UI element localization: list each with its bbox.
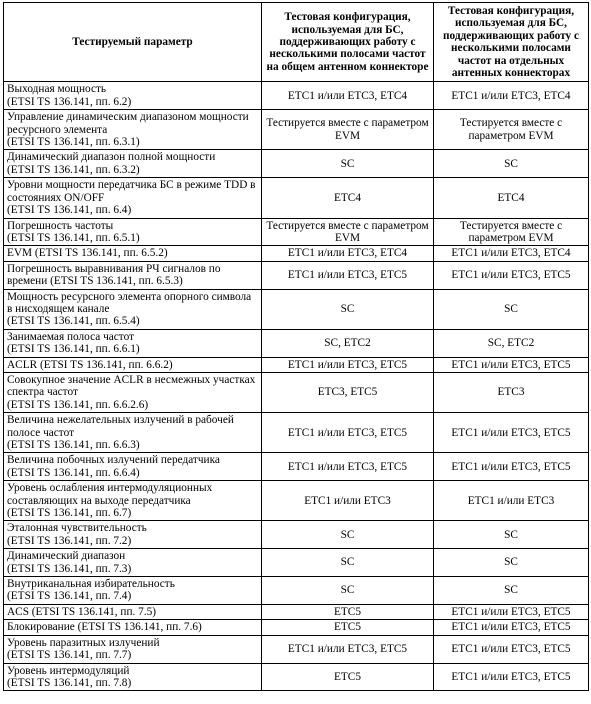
parameter-cell: Совокупное значение ACLR в несмежных участках спектра частот (ETSI TS 136.141, пп. 6.6.2.6) — [4, 372, 262, 412]
parameter-cell: Динамический диапазон полной мощности (ETSI TS 136.141, пп. 6.3.2) — [4, 150, 262, 178]
separate-connectors-cell: Тестируется вместе с параметром EVM — [434, 110, 589, 150]
common-connector-cell: SC — [262, 150, 434, 178]
table-row — [4, 604, 589, 619]
parameter-cell: Уровень интермодуляций (ETSI TS 136.141, пп. 7.8) — [4, 663, 262, 691]
separate-connectors-cell: SC, ETC2 — [434, 329, 589, 357]
table-row — [4, 453, 589, 481]
parameter-cell: ACS (ETSI TS 136.141, пп. 7.5) — [4, 604, 262, 619]
separate-connectors-cell: ETC1 и/или ETC3, ETC5 — [434, 453, 589, 481]
parameter-cell: Уровень ослабления интермодуляционных составляющих на выходе передатчика (ETSI TS 136.141, пп. 6.7) — [4, 481, 262, 521]
parameter-cell: Мощность ресурсного элемента опорного символа в нисходящем канале (ETSI TS 136.141, пп. 6.5.4) — [4, 289, 262, 329]
separate-connectors-cell: ETC1 и/или ETC3, ETC5 — [434, 413, 589, 453]
common-connector-cell: ETC1 и/или ETC3, ETC4 — [262, 82, 434, 110]
table-row — [4, 372, 589, 412]
table-row — [4, 218, 589, 246]
parameter-cell: Погрешность частоты (ETSI TS 136.141, пп. 6.5.1) — [4, 218, 262, 246]
separate-connectors-cell: Тестируется вместе с параметром EVM — [434, 218, 589, 246]
parameter-cell: Выходная мощность (ETSI TS 136.141, пп. 6.2) — [4, 82, 262, 110]
common-connector-cell: ETC5 — [262, 604, 434, 619]
parameter-cell: Уровень паразитных излучений (ETSI TS 136.141, пп. 7.7) — [4, 635, 262, 663]
table-row — [4, 357, 589, 372]
separate-connectors-cell: SC — [434, 289, 589, 329]
common-connector-cell: ETC1 и/или ETC3, ETC5 — [262, 413, 434, 453]
common-connector-cell: ETC1 и/или ETC3, ETC5 — [262, 453, 434, 481]
table-row — [4, 329, 589, 357]
common-connector-cell: ETC1 и/или ETC3, ETC5 — [262, 635, 434, 663]
table-row — [4, 150, 589, 178]
parameter-cell: Уровни мощности передатчика БС в режиме TDD в состояниях ON/OFF (ETSI TS 136.141, пп. 6.4) — [4, 178, 262, 218]
table-row — [4, 549, 589, 577]
header-separate-connectors: Тестовая конфигурация, используемая для БС, поддерживающих работу с несколькими полосами частот на отдельных антенных коннекторах — [434, 3, 589, 82]
table-row — [4, 481, 589, 521]
separate-connectors-cell: ETC1 и/или ETC3, ETC5 — [434, 604, 589, 619]
parameter-cell: Блокирование (ETSI TS 136.141, пп. 7.6) — [4, 620, 262, 635]
common-connector-cell: Тестируется вместе с параметром EVM — [262, 218, 434, 246]
table-row — [4, 246, 589, 261]
separate-connectors-cell: ETC1 и/или ETC3, ETC4 — [434, 246, 589, 261]
table-header-row — [4, 3, 589, 82]
separate-connectors-cell: SC — [434, 150, 589, 178]
separate-connectors-cell: ETC1 и/или ETC3, ETC5 — [434, 357, 589, 372]
parameter-cell: Управление динамическим диапазоном мощности ресурсного элемента (ETSI TS 136.141, пп. 6.3.1) — [4, 110, 262, 150]
table-row — [4, 663, 589, 691]
table-row — [4, 261, 589, 289]
table-row — [4, 110, 589, 150]
table-row — [4, 620, 589, 635]
separate-connectors-cell: SC — [434, 577, 589, 605]
common-connector-cell: ETC5 — [262, 620, 434, 635]
parameter-cell: Величина побочных излучений передатчика (ETSI TS 136.141, пп. 6.6.4) — [4, 453, 262, 481]
table-row — [4, 178, 589, 218]
parameter-cell: Динамический диапазон (ETSI TS 136.141, пп. 7.3) — [4, 549, 262, 577]
common-connector-cell: ETC5 — [262, 663, 434, 691]
parameter-cell: Величина нежелательных излучений в рабочей полосе частот (ETSI TS 136.141, пп. 6.6.3) — [4, 413, 262, 453]
separate-connectors-cell: ETC1 и/или ETC3, ETC5 — [434, 261, 589, 289]
table-row — [4, 577, 589, 605]
parameter-cell: Внутриканальная избирательность (ETSI TS 136.141, пп. 7.4) — [4, 577, 262, 605]
table-row — [4, 413, 589, 453]
separate-connectors-cell: ETC3 — [434, 372, 589, 412]
separate-connectors-cell: ETC1 и/или ETC3, ETC4 — [434, 82, 589, 110]
common-connector-cell: Тестируется вместе с параметром EVM — [262, 110, 434, 150]
separate-connectors-cell: ETC1 и/или ETC3, ETC5 — [434, 635, 589, 663]
header-common-connector: Тестовая конфигурация, используемая для БС, поддерживающих работу с несколькими полосами частот на общем антенном коннекторе — [262, 3, 434, 82]
common-connector-cell: ETC1 и/или ETC3, ETC5 — [262, 261, 434, 289]
separate-connectors-cell: ETC4 — [434, 178, 589, 218]
separate-connectors-cell: ETC1 и/или ETC3, ETC5 — [434, 620, 589, 635]
common-connector-cell: SC, ETC2 — [262, 329, 434, 357]
separate-connectors-cell: ETC1 и/или ETC3, ETC5 — [434, 663, 589, 691]
separate-connectors-cell: SC — [434, 549, 589, 577]
test-configuration-table — [3, 2, 589, 691]
table-row — [4, 289, 589, 329]
common-connector-cell: ETC1 и/или ETC3, ETC5 — [262, 357, 434, 372]
separate-connectors-cell: SC — [434, 521, 589, 549]
common-connector-cell: SC — [262, 289, 434, 329]
common-connector-cell: ETC1 и/или ETC3 — [262, 481, 434, 521]
common-connector-cell: SC — [262, 521, 434, 549]
table-row — [4, 635, 589, 663]
separate-connectors-cell: ETC1 и/или ETC3 — [434, 481, 589, 521]
header-parameter: Тестируемый параметр — [4, 3, 262, 82]
common-connector-cell: ETC3, ETC5 — [262, 372, 434, 412]
parameter-cell: EVM (ETSI TS 136.141, пп. 6.5.2) — [4, 246, 262, 261]
parameter-cell: Эталонная чувствительность (ETSI TS 136.141, пп. 7.2) — [4, 521, 262, 549]
common-connector-cell: SC — [262, 577, 434, 605]
parameter-cell: ACLR (ETSI TS 136.141, пп. 6.6.2) — [4, 357, 262, 372]
common-connector-cell: ETC1 и/или ETC3, ETC4 — [262, 246, 434, 261]
table-row — [4, 82, 589, 110]
common-connector-cell: ETC4 — [262, 178, 434, 218]
table-row — [4, 521, 589, 549]
parameter-cell: Погрешность выравнивания РЧ сигналов по времени (ETSI TS 136.141, пп. 6.5.3) — [4, 261, 262, 289]
parameter-cell: Занимаемая полоса частот (ETSI TS 136.141, пп. 6.6.1) — [4, 329, 262, 357]
common-connector-cell: SC — [262, 549, 434, 577]
